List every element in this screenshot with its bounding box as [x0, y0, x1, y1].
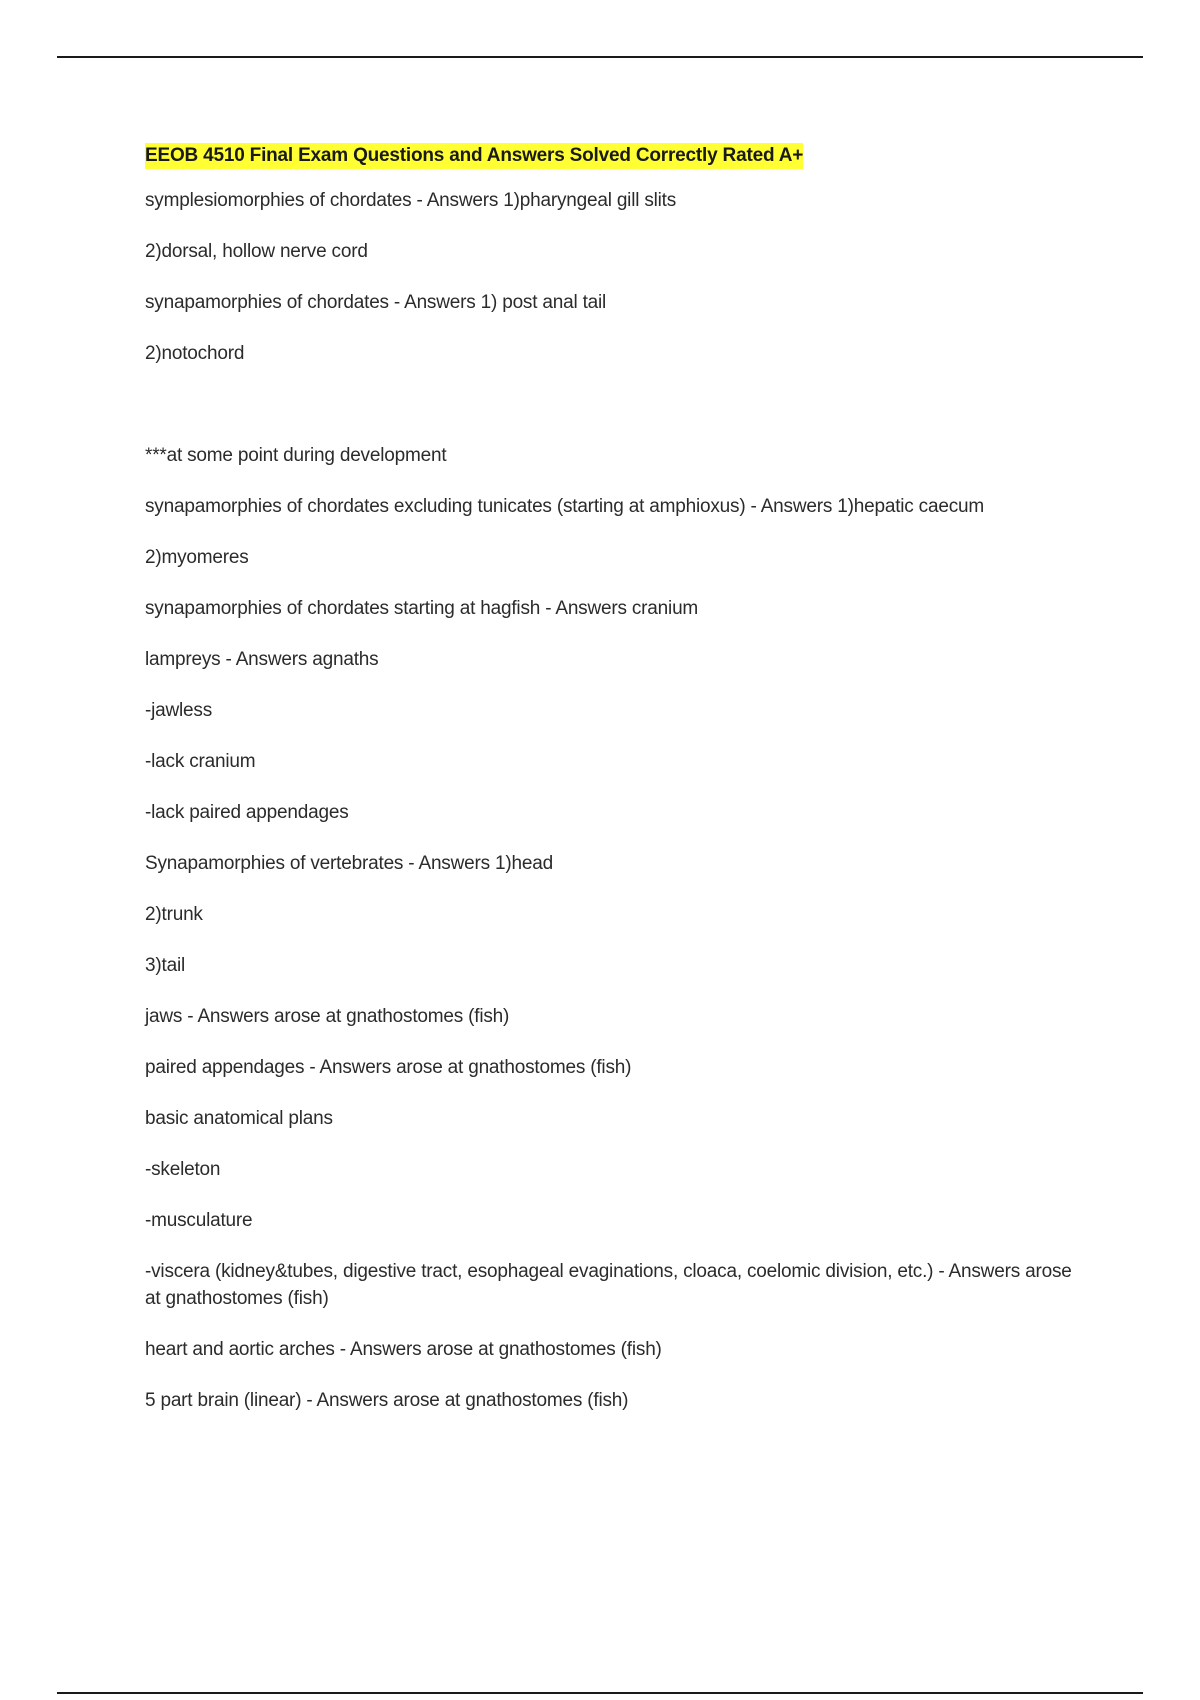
text-line: -jawless: [145, 700, 213, 721]
text-line: lampreys - Answers agnaths: [145, 649, 379, 670]
text-line: synapamorphies of chordates starting at hagfish - Answers cranium: [145, 598, 699, 619]
text-line: jaws - Answers arose at gnathostomes (fish): [145, 1006, 510, 1027]
text-line: -viscera (kidney&tubes, digestive tract, esophageal evaginations, cloaca, coelomic division, etc.) - Answers arose at gnathostomes (fish): [145, 1261, 1072, 1309]
text-line: -musculature: [145, 1210, 253, 1231]
text-line: Synapamorphies of vertebrates - Answers 1)head: [145, 853, 553, 874]
text-line: 2)myomeres: [145, 547, 249, 568]
text-block-a: [145, 187, 1075, 367]
text-line: 3)tail: [145, 955, 185, 976]
text-line: 5 part brain (linear) - Answers arose at gnathostomes (fish): [145, 1390, 629, 1411]
text-line: -lack paired appendages: [145, 802, 349, 823]
text-line: basic anatomical plans: [145, 1108, 333, 1129]
text-line: -lack cranium: [145, 751, 256, 772]
document-body: [145, 143, 1075, 1438]
text-line: symplesiomorphies of chordates - Answers 1)pharyngeal gill slits: [145, 190, 677, 211]
text-line: 2)dorsal, hollow nerve cord: [145, 241, 368, 262]
text-line: synapamorphies of chordates - Answers 1) post anal tail: [145, 292, 607, 313]
text-line: ***at some point during development: [145, 445, 447, 466]
header-rule: [57, 56, 1143, 58]
footer-rule: [57, 1692, 1143, 1694]
text-line: 2)notochord: [145, 343, 245, 364]
text-line: -skeleton: [145, 1159, 221, 1180]
document-title: EEOB 4510 Final Exam Questions and Answers Solved Correctly Rated A+: [145, 143, 803, 169]
text-line: paired appendages - Answers arose at gnathostomes (fish): [145, 1057, 632, 1078]
text-line: 2)trunk: [145, 904, 203, 925]
text-line: heart and aortic arches - Answers arose at gnathostomes (fish): [145, 1339, 662, 1360]
text-line: synapamorphies of chordates excluding tunicates (starting at amphioxus) - Answers 1)hepatic caecum: [145, 496, 984, 517]
blank-paragraph: [145, 391, 1075, 442]
text-block-b: [145, 442, 1075, 1414]
